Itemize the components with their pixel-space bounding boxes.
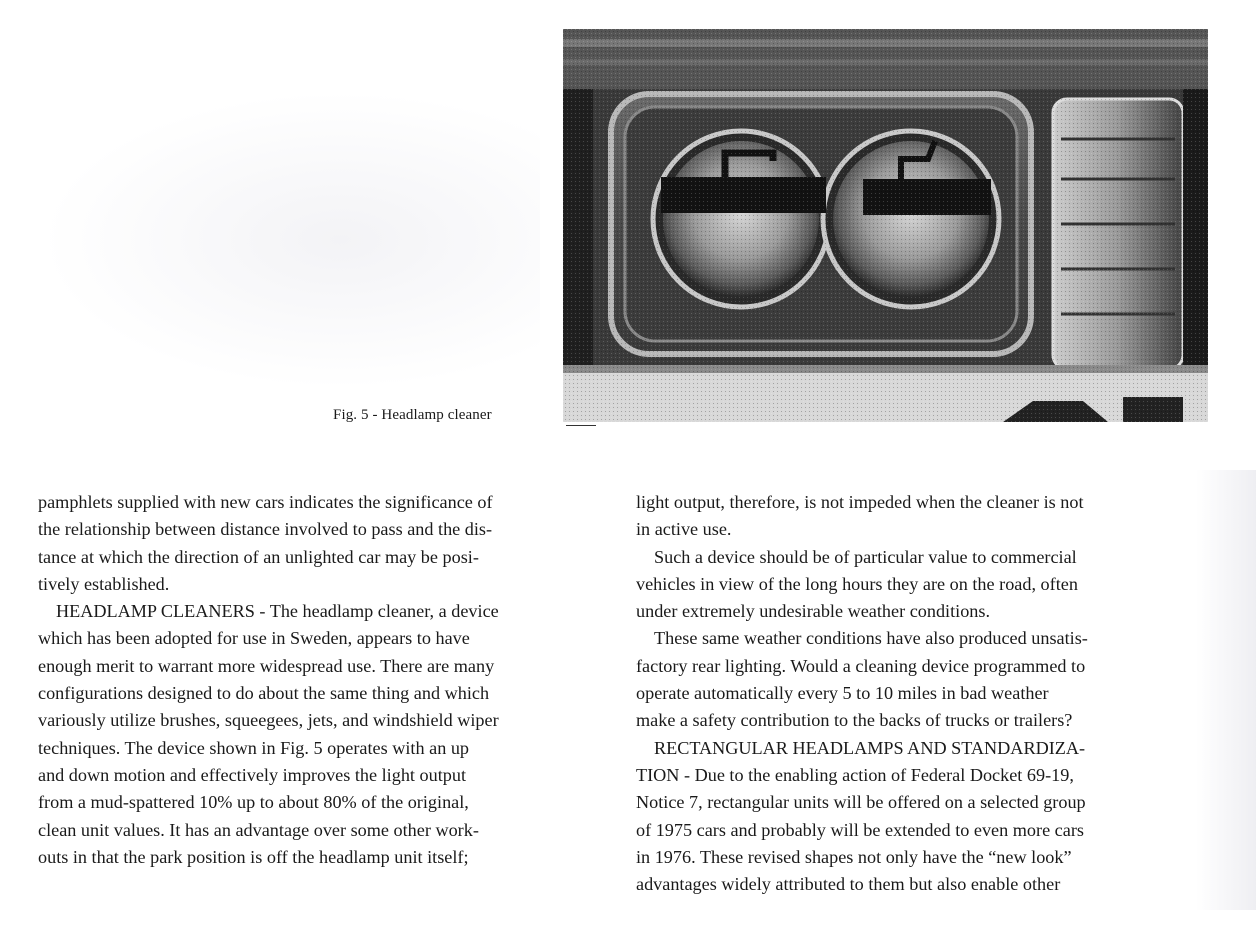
left-text-column [38, 489, 610, 871]
left-line-1: pamphlets supplied with new cars indicates the significance of [38, 492, 493, 512]
left-line-3: tance at which the direction of an unlighted car may be posi- [38, 546, 479, 567]
right-line-11: TION - Due to the enabling action of Federal Docket 69-19, [636, 764, 1074, 785]
left-line-10: techniques. The device shown in Fig. 5 operates with an up [38, 737, 470, 758]
right-line-3: Such a device should be of particular value to commercial [654, 546, 1077, 567]
left-line-6: which has been adopted for use in Sweden, appears to have [38, 628, 470, 649]
right-line-6: These same weather conditions have also produced unsatis- [654, 628, 1088, 649]
left-line-13: clean unit values. It has an advantage over some other work- [38, 819, 479, 840]
right-line-5: under extremely undesirable weather conditions. [636, 601, 991, 622]
left-line-4: tively established. [38, 573, 170, 594]
right-line-8: operate automatically every 5 to 10 miles in bad weather [636, 683, 1049, 704]
right-text-column [636, 489, 1208, 898]
headlamp-cleaner-photo [563, 29, 1208, 422]
headlamp-photo-graphic [563, 29, 1208, 422]
right-line-13: of 1975 cars and probably will be extended to even more cars [636, 819, 1084, 840]
right-line-2: in active use. [636, 519, 732, 540]
right-line-12: Notice 7, rectangular units will be offered on a selected group [636, 792, 1086, 813]
figure-caption: Fig. 5 - Headlamp cleaner [333, 407, 492, 423]
left-line-7: enough merit to warrant more widespread use. There are many [38, 655, 495, 676]
scan-bleed-through [40, 90, 540, 390]
right-line-10: RECTANGULAR HEADLAMPS AND STANDARDIZA- [654, 737, 1086, 758]
right-line-9: make a safety contribution to the backs of trucks or trailers? [636, 710, 1073, 731]
left-line-14: outs in that the park position is off the headlamp unit itself; [38, 846, 469, 867]
right-line-7: factory rear lighting. Would a cleaning device programmed to [636, 655, 1086, 676]
right-line-14: in 1976. These revised shapes not only have the “new look” [636, 846, 1072, 867]
left-line-5: HEADLAMP CLEANERS - The headlamp cleaner, a device [56, 601, 499, 622]
left-line-8: configurations designed to do about the same thing and which [38, 683, 490, 704]
left-line-12: from a mud-spattered 10% up to about 80% of the original, [38, 792, 469, 813]
left-line-2: the relationship between distance involved to pass and the dis- [38, 519, 493, 540]
left-line-11: and down motion and effectively improves the light output [38, 764, 467, 785]
right-line-4: vehicles in view of the long hours they are on the road, often [636, 573, 1078, 594]
left-line-9: variously utilize brushes, squeegees, jets, and windshield wiper [38, 710, 499, 731]
caption-rule [566, 425, 596, 426]
right-line-1: light output, therefore, is not impeded when the cleaner is not [636, 492, 1084, 512]
right-line-15: advantages widely attributed to them but also enable other [636, 874, 1061, 895]
